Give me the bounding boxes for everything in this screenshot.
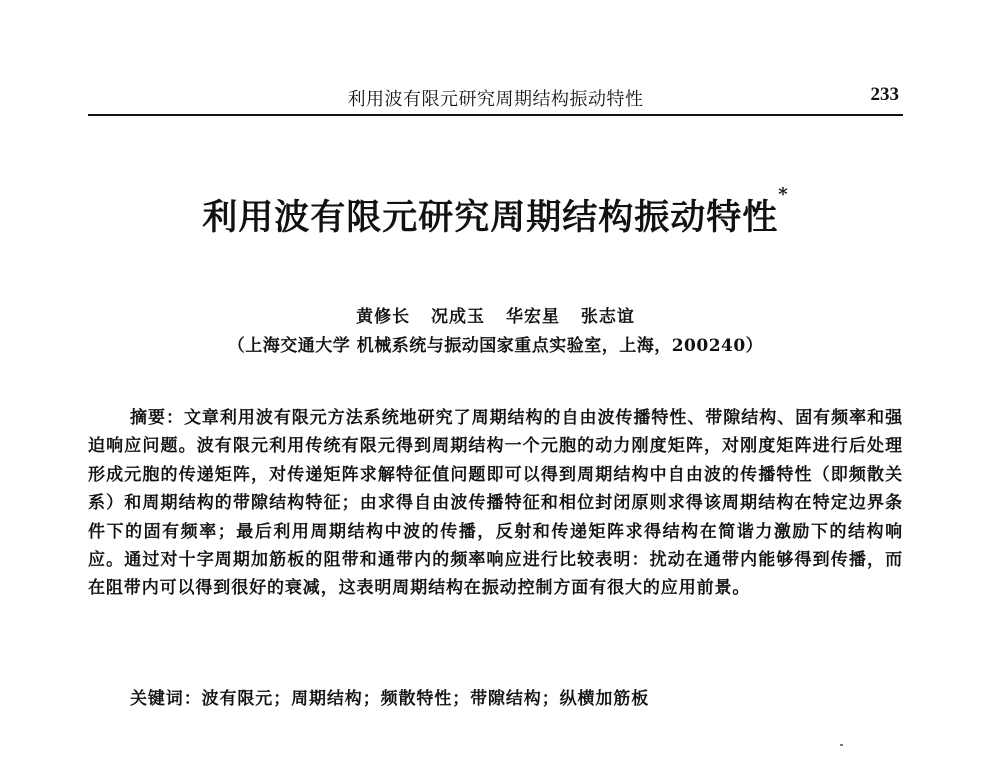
- abstract-label: 摘要：: [130, 408, 184, 428]
- abstract: [88, 404, 903, 603]
- authors: 黄修长 况成玉 华宏星 张志谊: [356, 307, 635, 327]
- keywords-label: 关键词：: [130, 689, 202, 709]
- paper-title-text: 利用波有限元研究周期结构振动特性: [202, 197, 779, 238]
- affiliation: （上海交通大学 机械系统与振动国家重点实验室，上海，200240）: [227, 336, 764, 356]
- keywords: [130, 684, 649, 709]
- page-number: 233: [870, 84, 899, 105]
- abstract-text: 文章利用波有限元方法系统地研究了周期结构的自由波传播特性、带隙结构、固有频率和强迫响应问题。波有限元利用传统有限元得到周期结构一个元胞的动力刚度矩阵，对刚度矩阵进行后处理形成元胞的传递矩阵，对传递矩阵求解特征值问题即可以得到周期结构中自由波的传播特性（即频散关系）和周期结构的带隙结构特征；由求得自由波传播特征和相位封闭原则求得该周期结构在特定边界条件下的固有频率；最后利用周期结构中波的传播，反射和传递矩阵求得结构在简谐力激励下的结构响应。通过对十字周期加筋板的阻带和通带内的频率响应进行比较表明：扰动在通带内能够得到传播，而在阻带内可以得到很好的衰减，这表明周期结构在振动控制方面有很大的应用前景。: [88, 408, 903, 599]
- keywords-text: 波有限元；周期结构；频散特性；带隙结构；纵横加筋板: [201, 689, 650, 709]
- running-header-title: 利用波有限元研究周期结构振动特性: [347, 89, 644, 110]
- title-footnote-mark: *: [778, 184, 789, 205]
- running-header: [88, 80, 903, 116]
- paper-title: [88, 184, 903, 240]
- scan-speck: [840, 744, 843, 746]
